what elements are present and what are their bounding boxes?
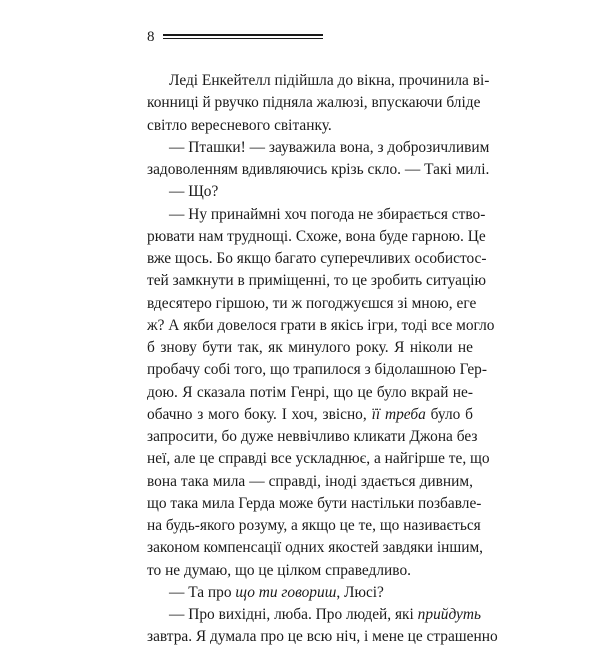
body-text [147,70,498,649]
text-line [147,181,473,203]
text-segment: б знову бути так, як минулого року. Я ніколи не [147,339,473,356]
text-line [147,493,482,515]
text-segment: вона така мила — справді, іноді здається дивним, [147,472,473,490]
text-line [147,115,473,137]
text-line [147,359,487,381]
text-line [147,248,487,270]
text-segment: було б [425,405,473,423]
text-line [147,92,481,114]
text-line [147,70,490,92]
text-line [147,537,484,559]
text-segment: світло вересневого світанку. [147,116,332,134]
text-line [147,315,495,337]
text-segment: задоволенням вдивляючись крізь скло. — Такі милі. [147,161,490,178]
text-line [147,404,473,426]
text-line [147,137,490,159]
text-segment: на будь-якого розуму, а якщо це те, що називається [147,517,481,534]
text-segment: що така мила Герда може бути настільки позбавле- [147,494,482,512]
text-line [147,471,473,493]
text-segment: рювати нам труднощі. Схоже, вона буде гарною. Це [147,227,486,245]
text-segment: тей замкнути в приміщенні, то це зробить ситуацію [147,272,486,290]
text-segment: неї, але це справді все ускладнює, а найгірше те, що [147,450,490,468]
text-segment: завтра. Я думала про це всю ніч, і мене це страшенно [147,628,498,646]
text-segment: Леді Енкейтелл підійшла до вікна, прочинила ві- [169,72,490,89]
text-line [147,604,481,626]
text-segment: то не думаю, що це цілком справедливо. [147,561,411,579]
text-line [147,204,486,226]
text-line [147,226,486,248]
text-line [147,582,473,604]
header-rule-thin [163,38,323,39]
text-line [147,270,486,292]
text-segment: — Про вихідні, люба. Про людей, які [169,606,418,623]
text-line [147,382,473,404]
italic-text: її [371,405,381,423]
header-rule-thick [163,34,323,36]
text-segment: — Ну принаймні хоч погода не збирається ство- [169,205,486,223]
text-segment: конниці й рвучко підняла жалюзі, впускаючи бліде [147,94,481,112]
text-segment: обачно з мого боку. І хоч, звісно, [147,405,372,423]
text-line [147,426,478,448]
italic-text: що ти говориш [235,583,337,601]
text-segment: — Та про [169,583,236,601]
text-segment: дою. Я сказала потім Генрі, що це було вкрай не- [147,383,473,401]
header-rule [163,34,323,40]
page-header [147,28,327,48]
text-segment: — Що? [169,183,219,201]
text-segment: вже щось. Бо якщо багато суперечливих особистос- [147,250,487,267]
text-line [147,448,490,470]
text-line [147,626,498,648]
text-segment: пробачу собі того, що трапилося з бідолашною Гер- [147,361,487,379]
text-segment: запросити, бо дуже неввічливо кликати Джона без [147,428,478,445]
text-segment: вдесятеро гіршою, ти ж погоджуєшся зі мною, еге [147,294,477,312]
text-segment: ж? А якби довелося грати в якісь ігри, тоді все могло [147,316,495,334]
text-line [147,159,490,181]
italic-text: прийдуть [417,606,481,623]
italic-text: треба [384,405,426,423]
text-segment: законом компенсації одних якостей завдяки іншим, [147,539,484,557]
text-line [147,337,473,359]
text-line [147,293,477,315]
text-line [147,515,481,537]
text-segment: , Люсі? [336,583,384,601]
text-segment: — Пташки! — зауважила вона, з доброзичливим [169,138,490,156]
page-number: 8 [147,29,155,45]
text-line [147,560,473,582]
